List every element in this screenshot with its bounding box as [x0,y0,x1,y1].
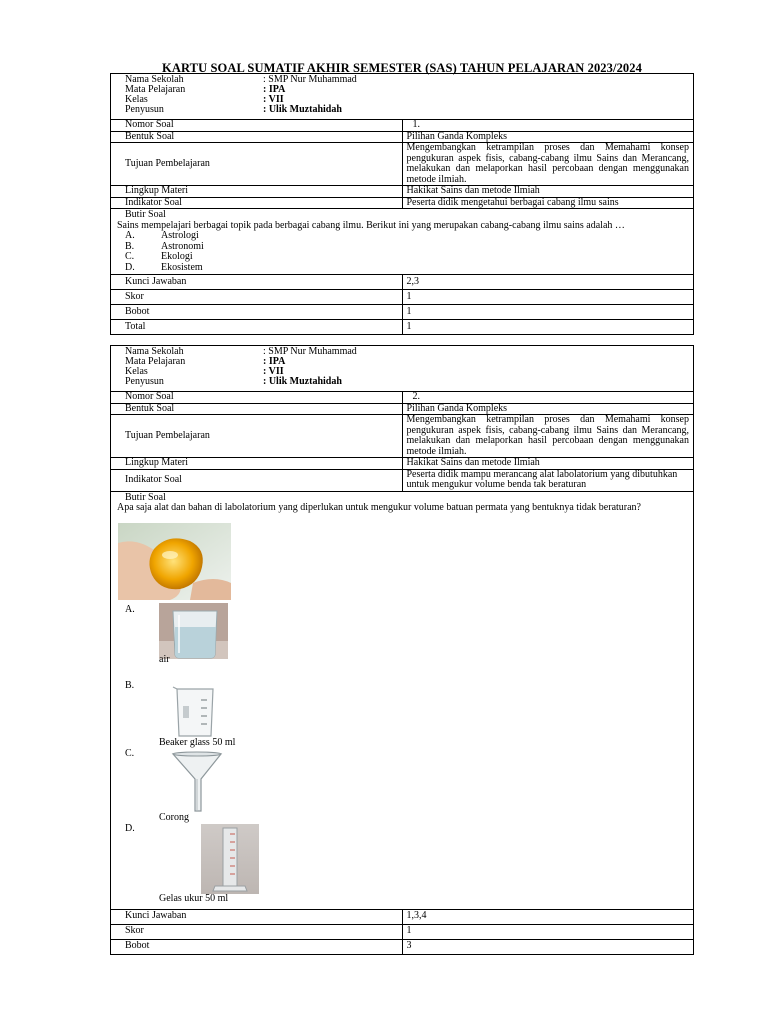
option-b: B. Astronomi [125,240,204,252]
row-total: Total 1 [111,320,694,335]
row-skor: Skor 1 [111,290,694,305]
option-c-letter: C. [125,747,135,759]
amber-gem-icon [118,523,231,600]
option-c-image [169,751,225,813]
option-b-letter: B. [125,679,135,691]
header-class: Kelas : VII [125,94,284,105]
row-kunci-jawaban: Kunci Jawaban 1,3,4 [111,909,694,924]
question-text: Apa saja alat dan bahan di labolatorium yang diperlukan untuk mengukur volume batuan permata yang bentuknya tidak beraturan? [117,502,641,513]
option-b-caption: Beaker glass 50 ml [159,736,236,748]
option-c-caption: Corong [159,811,189,823]
header-school: Nama Sekolah : SMP Nur Muhammad [125,74,357,85]
row-bobot: Bobot 3 [111,939,694,954]
row-butir-soal [111,209,694,275]
row-bobot: Bobot 1 [111,305,694,320]
header-subject: Mata Pelajaran : IPA [125,84,286,95]
row-nomor-soal: Nomor Soal 1. [111,120,694,132]
row-kunci-jawaban: Kunci Jawaban 2,3 [111,275,694,290]
option-a-caption: air [159,653,170,665]
option-a-letter: A. [125,603,135,615]
question-text: Sains mempelajari berbagai topik pada berbagai cabang ilmu. Berikut ini yang merupakan cabang-cabang ilmu sains adalah … [117,219,625,231]
measuring-cylinder-icon [201,824,259,894]
beaker-glass-icon [159,686,232,739]
option-b-image [159,686,232,739]
row-nomor-soal: Nomor Soal 2. [111,392,694,404]
funnel-icon [169,751,225,813]
option-d-caption: Gelas ukur 50 ml [159,892,229,904]
butir-label: Butir Soal [125,209,166,220]
row-tujuan: Tujuan Pembelajaran Mengembangkan ketrampilan proses dan Memahami konsep pengukuran aspek fisis, cabang-cabang ilmu Sains dan Merancang, melakukan dan melaporkan hasil percobaan dengan menggunakan metode ilmiah. [111,415,694,458]
option-a-image [159,603,228,659]
header-school: Nama Sekolah : SMP Nur Muhammad [125,346,357,357]
header-author: Penyusun : Ulik Muztahidah [125,376,342,387]
header-subject: Mata Pelajaran : IPA [125,356,286,367]
row-bentuk-soal: Bentuk Soal Pilihan Ganda Kompleks [111,131,694,143]
butir-label: Butir Soal [125,491,166,503]
document-title: KARTU SOAL SUMATIF AKHIR SEMESTER (SAS) TAHUN PELAJARAN 2023/2024 [162,61,642,75]
row-lingkup: Lingkup Materi Hakikat Sains dan metode Ilmiah [111,458,694,470]
header-author: Penyusun : Ulik Muztahidah [125,104,342,115]
row-skor: Skor 1 [111,924,694,939]
header-class: Kelas : VII [125,366,284,377]
option-c: C. Ekologi [125,251,193,262]
option-d-letter: D. [125,822,135,834]
card-header [111,346,694,392]
row-bentuk-soal: Bentuk Soal Pilihan Ganda Kompleks [111,403,694,415]
card-header [111,74,694,120]
row-indikator: Indikator Soal Peserta didik mengetahui berbagai cabang ilmu sains [111,197,694,209]
option-a: A. Astrologi [125,230,199,241]
row-tujuan: Tujuan Pembelajaran Mengembangkan ketrampilan proses dan Memahami konsep pengukuran aspek fisis, cabang-cabang ilmu Sains dan Merancang, melakukan dan melaporkan hasil percobaan dengan menggunakan metode ilmiah. [111,143,694,186]
row-indikator: Indikator Soal Peserta didik mampu merancang alat labolatorium yang dibutuhkan untuk mengukur volume benda tak beraturan [111,469,694,491]
beaker-of-water-icon [159,603,228,659]
option-d: D. Ekosistem [125,261,203,273]
question-card-2 [110,345,694,955]
question-card-1 [110,73,694,335]
gemstone-photo [118,523,231,600]
option-d-image [201,824,259,894]
row-butir-soal [111,491,694,909]
row-lingkup: Lingkup Materi Hakikat Sains dan metode Ilmiah [111,186,694,198]
